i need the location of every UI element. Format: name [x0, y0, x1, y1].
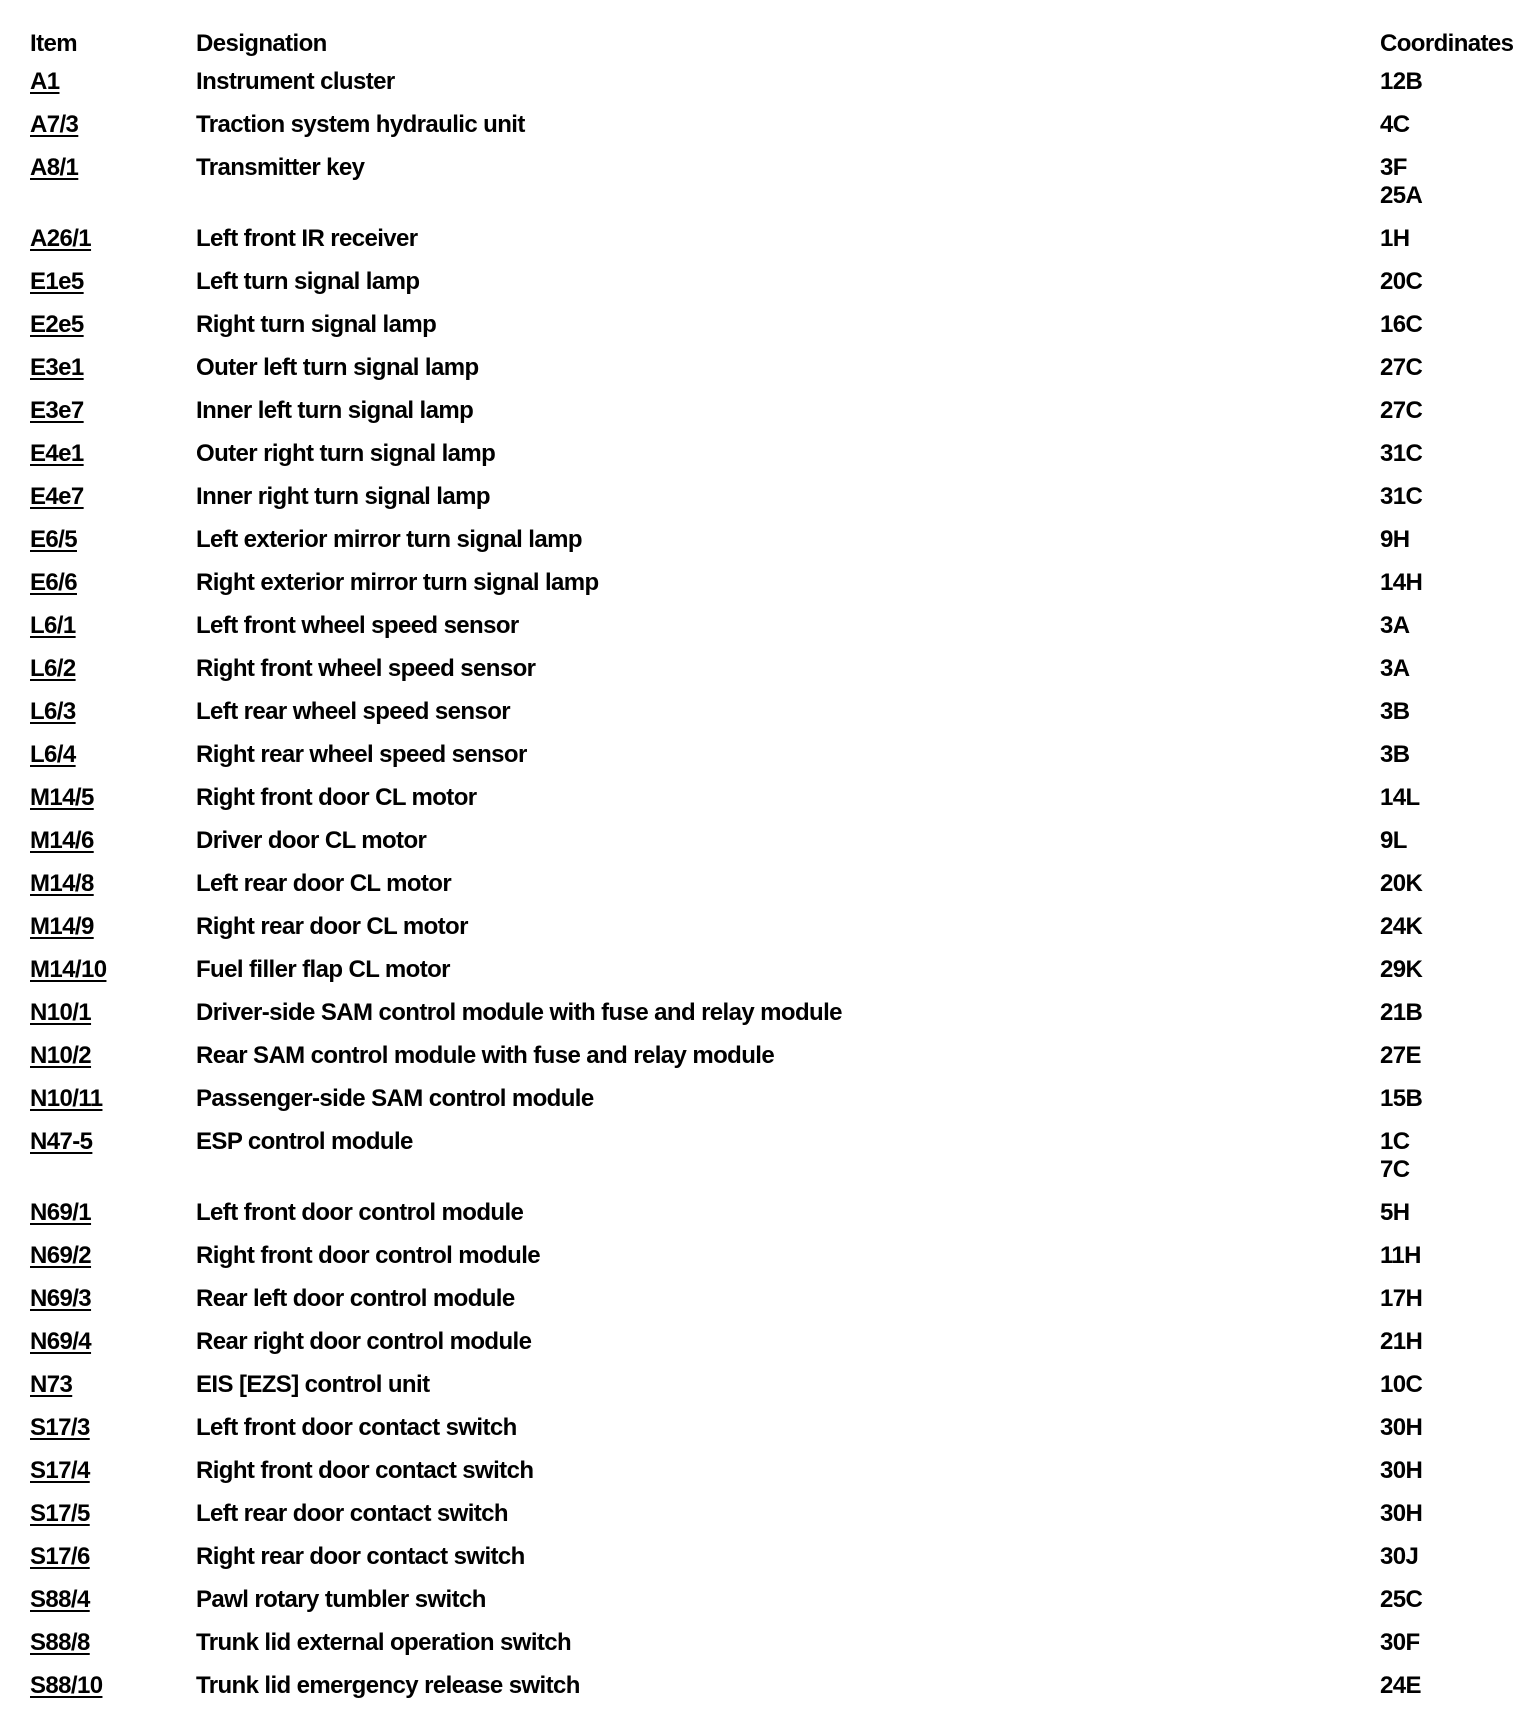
item-cell: [30, 268, 196, 311]
designation-cell: Instrument cluster: [196, 68, 395, 95]
item-cell: [30, 397, 196, 440]
item-link[interactable]: N10/1: [30, 999, 92, 1026]
item-link[interactable]: S17/4: [30, 1457, 90, 1484]
coordinate-value: 12B: [1380, 68, 1423, 95]
coordinates-cell: [1380, 440, 1500, 483]
coordinates-cell: [1380, 68, 1500, 111]
item-link[interactable]: E4e1: [30, 440, 84, 467]
table-row: [30, 569, 1500, 612]
item-link[interactable]: A8/1: [30, 154, 79, 181]
designation-cell: Left rear door contact switch: [196, 1500, 508, 1527]
designation-cell: Left front door contact switch: [196, 1414, 517, 1441]
designation-cell: Left exterior mirror turn signal lamp: [196, 526, 582, 553]
designation-cell: ESP control module: [196, 1128, 413, 1155]
coordinate-value: 15B: [1380, 1085, 1423, 1112]
legend-body: [30, 68, 1500, 1715]
item-link[interactable]: L6/2: [30, 655, 76, 682]
item-link[interactable]: M14/10: [30, 956, 107, 983]
table-row: [30, 268, 1500, 311]
coordinate-value: 24E: [1380, 1672, 1421, 1699]
designation-cell: Right front door contact switch: [196, 1457, 534, 1484]
coordinate-value: 10C: [1380, 1371, 1423, 1398]
item-link[interactable]: E1e5: [30, 268, 84, 295]
coordinates-cell: [1380, 397, 1500, 440]
item-cell: [30, 1199, 196, 1242]
item-link[interactable]: N47-5: [30, 1128, 93, 1155]
table-row: [30, 440, 1500, 483]
coordinates-cell: [1380, 1199, 1500, 1242]
coordinate-value: 30J: [1380, 1543, 1419, 1570]
item-link[interactable]: S17/3: [30, 1414, 90, 1441]
item-cell: [30, 154, 196, 225]
item-cell: [30, 827, 196, 870]
item-link[interactable]: M14/6: [30, 827, 94, 854]
designation-cell: Rear SAM control module with fuse and relay module: [196, 1042, 775, 1069]
table-row: [30, 397, 1500, 440]
designation-cell: Left front IR receiver: [196, 225, 418, 252]
coordinate-value: 7C: [1380, 1156, 1410, 1183]
item-link[interactable]: M14/8: [30, 870, 94, 897]
coordinates-cell: [1380, 1328, 1500, 1371]
coordinates-cell: [1380, 956, 1500, 999]
coordinates-cell: [1380, 1672, 1500, 1715]
coordinate-value: 9L: [1380, 827, 1407, 854]
table-row: [30, 1457, 1500, 1500]
coordinates-cell: [1380, 1042, 1500, 1085]
table-row: [30, 1629, 1500, 1672]
coordinate-value: 3A: [1380, 612, 1410, 639]
item-cell: [30, 870, 196, 913]
coordinate-value: 30H: [1380, 1457, 1423, 1484]
coordinate-value: 3A: [1380, 655, 1410, 682]
item-cell: [30, 1128, 196, 1199]
item-link[interactable]: A26/1: [30, 225, 92, 252]
coordinates-cell: [1380, 741, 1500, 784]
item-cell: [30, 1285, 196, 1328]
table-row: [30, 154, 1500, 225]
coordinates-cell: [1380, 655, 1500, 698]
designation-cell: Rear left door control module: [196, 1285, 515, 1312]
designation-cell: Right exterior mirror turn signal lamp: [196, 569, 599, 596]
item-cell: [30, 354, 196, 397]
coordinates-cell: [1380, 1500, 1500, 1543]
item-link[interactable]: A7/3: [30, 111, 79, 138]
designation-cell: Traction system hydraulic unit: [196, 111, 525, 138]
designation-cell: Inner left turn signal lamp: [196, 397, 474, 424]
item-link[interactable]: S17/6: [30, 1543, 90, 1570]
coordinates-cell: [1380, 311, 1500, 354]
table-row: [30, 870, 1500, 913]
designation-cell: Right front door CL motor: [196, 784, 477, 811]
item-cell: [30, 569, 196, 612]
designation-cell: Left turn signal lamp: [196, 268, 420, 295]
designation-cell: Transmitter key: [196, 154, 365, 181]
coordinate-value: 30F: [1380, 1629, 1420, 1656]
item-header: Item: [30, 30, 77, 57]
item-cell: [30, 111, 196, 154]
coordinate-value: 16C: [1380, 311, 1423, 338]
table-row: [30, 612, 1500, 655]
coordinate-value: 27E: [1380, 1042, 1421, 1069]
table-row: [30, 354, 1500, 397]
coordinate-value: 20C: [1380, 268, 1423, 295]
coordinates-cell: [1380, 784, 1500, 827]
item-link[interactable]: M14/9: [30, 913, 94, 940]
coordinates-cell: [1380, 1414, 1500, 1457]
coordinates-cell: [1380, 913, 1500, 956]
designation-cell: Inner right turn signal lamp: [196, 483, 490, 510]
designation-cell: EIS [EZS] control unit: [196, 1371, 430, 1398]
item-link[interactable]: S88/10: [30, 1672, 103, 1699]
coordinate-value: 21H: [1380, 1328, 1423, 1355]
item-link[interactable]: N10/2: [30, 1042, 92, 1069]
table-row: [30, 483, 1500, 526]
coordinate-value: 30H: [1380, 1500, 1423, 1527]
item-link[interactable]: E6/5: [30, 526, 77, 553]
coordinate-value: 1C: [1380, 1128, 1410, 1155]
component-legend-table: [30, 26, 1514, 1715]
item-cell: [30, 1371, 196, 1414]
header-row: [30, 26, 1500, 68]
designation-cell: Passenger-side SAM control module: [196, 1085, 594, 1112]
table-row: [30, 68, 1500, 111]
coordinate-value: 31C: [1380, 440, 1423, 467]
table-row: [30, 1371, 1500, 1414]
coordinates-cell: [1380, 1629, 1500, 1672]
item-link[interactable]: E3e1: [30, 354, 84, 381]
designation-cell: Left rear door CL motor: [196, 870, 452, 897]
designation-cell: Trunk lid external operation switch: [196, 1629, 572, 1656]
coordinates-cell: [1380, 268, 1500, 311]
coordinate-value: 27C: [1380, 354, 1423, 381]
coordinate-value: 25C: [1380, 1586, 1423, 1613]
table-row: [30, 1672, 1500, 1715]
item-link[interactable]: L6/1: [30, 612, 76, 639]
item-cell: [30, 1042, 196, 1085]
coordinate-value: 29K: [1380, 956, 1423, 983]
table-row: [30, 784, 1500, 827]
coordinate-value: 4C: [1380, 111, 1410, 138]
item-cell: [30, 225, 196, 268]
coordinate-value: 31C: [1380, 483, 1423, 510]
table-row: [30, 1586, 1500, 1629]
coordinates-cell: [1380, 225, 1500, 268]
designation-cell: Trunk lid emergency release switch: [196, 1672, 580, 1699]
coordinates-cell: [1380, 1285, 1500, 1328]
designation-cell: Left rear wheel speed sensor: [196, 698, 510, 725]
designation-cell: Outer right turn signal lamp: [196, 440, 496, 467]
designation-cell: Driver door CL motor: [196, 827, 427, 854]
designation-cell: Right front wheel speed sensor: [196, 655, 536, 682]
coordinate-value: 1H: [1380, 225, 1410, 252]
designation-cell: Left front door control module: [196, 1199, 524, 1226]
coordinates-cell: [1380, 698, 1500, 741]
table-row: [30, 999, 1500, 1042]
item-link[interactable]: N69/2: [30, 1242, 92, 1269]
coordinate-value: 30H: [1380, 1414, 1423, 1441]
item-cell: [30, 956, 196, 999]
item-link[interactable]: N73: [30, 1371, 73, 1398]
coordinates-cell: [1380, 483, 1500, 526]
designation-cell: Left front wheel speed sensor: [196, 612, 519, 639]
coordinate-value: 3B: [1380, 741, 1410, 768]
coordinate-value: 5H: [1380, 1199, 1410, 1226]
coordinates-cell: [1380, 1242, 1500, 1285]
coordinates-cell: [1380, 1128, 1500, 1199]
item-link[interactable]: M14/5: [30, 784, 94, 811]
coordinate-value: 9H: [1380, 526, 1410, 553]
table-row: [30, 311, 1500, 354]
table-row: [30, 827, 1500, 870]
designation-cell: Driver-side SAM control module with fuse and relay module: [196, 999, 842, 1026]
table-row: [30, 1285, 1500, 1328]
item-cell: [30, 440, 196, 483]
item-cell: [30, 1629, 196, 1672]
item-cell: [30, 483, 196, 526]
table-row: [30, 1543, 1500, 1586]
coordinate-value: 24K: [1380, 913, 1423, 940]
item-link[interactable]: N69/3: [30, 1285, 92, 1312]
designation-cell: Outer left turn signal lamp: [196, 354, 479, 381]
coordinate-value: 14L: [1380, 784, 1420, 811]
table-row: [30, 111, 1500, 154]
item-link[interactable]: S17/5: [30, 1500, 90, 1527]
coordinates-cell: [1380, 111, 1500, 154]
coordinate-value: 25A: [1380, 182, 1423, 209]
item-cell: [30, 526, 196, 569]
coordinates-cell: [1380, 999, 1500, 1042]
item-link[interactable]: S88/8: [30, 1629, 90, 1656]
item-cell: [30, 741, 196, 784]
table-row: [30, 1042, 1500, 1085]
item-link[interactable]: L6/3: [30, 698, 76, 725]
item-link[interactable]: E6/6: [30, 569, 77, 596]
designation-cell: Fuel filler flap CL motor: [196, 956, 450, 983]
table-row: [30, 1242, 1500, 1285]
coordinate-value: 3B: [1380, 698, 1410, 725]
item-link[interactable]: E4e7: [30, 483, 84, 510]
item-link[interactable]: E3e7: [30, 397, 84, 424]
coordinates-cell: [1380, 1457, 1500, 1500]
designation-cell: Right rear wheel speed sensor: [196, 741, 527, 768]
table-row: [30, 225, 1500, 268]
item-cell: [30, 655, 196, 698]
designation-cell: Rear right door control module: [196, 1328, 532, 1355]
designation-cell: Right rear door contact switch: [196, 1543, 525, 1570]
coordinate-value: 14H: [1380, 569, 1423, 596]
designation-cell: Right front door control module: [196, 1242, 541, 1269]
table-row: [30, 655, 1500, 698]
coordinate-value: 20K: [1380, 870, 1423, 897]
designation-header: Designation: [196, 30, 327, 57]
item-link[interactable]: N69/1: [30, 1199, 92, 1226]
item-link[interactable]: E2e5: [30, 311, 84, 338]
coordinates-cell: [1380, 526, 1500, 569]
coordinates-cell: [1380, 1371, 1500, 1414]
coordinates-cell: [1380, 1543, 1500, 1586]
coordinates-cell: [1380, 354, 1500, 397]
coordinate-value: 3F: [1380, 154, 1407, 181]
item-cell: [30, 1586, 196, 1629]
table-row: [30, 1085, 1500, 1128]
item-link[interactable]: N69/4: [30, 1328, 92, 1355]
coordinate-value: 21B: [1380, 999, 1423, 1026]
table-row: [30, 1328, 1500, 1371]
table-row: [30, 526, 1500, 569]
coordinates-cell: [1380, 827, 1500, 870]
designation-cell: Right turn signal lamp: [196, 311, 437, 338]
item-link[interactable]: L6/4: [30, 741, 76, 768]
coordinates-cell: [1380, 1085, 1500, 1128]
table-row: [30, 741, 1500, 784]
table-row: [30, 913, 1500, 956]
item-cell: [30, 1543, 196, 1586]
item-cell: [30, 1457, 196, 1500]
table-row: [30, 1128, 1500, 1199]
designation-cell: Right rear door CL motor: [196, 913, 468, 940]
item-cell: [30, 1672, 196, 1715]
item-cell: [30, 311, 196, 354]
item-cell: [30, 1242, 196, 1285]
item-cell: [30, 999, 196, 1042]
coordinates-cell: [1380, 1586, 1500, 1629]
item-cell: [30, 698, 196, 741]
item-link[interactable]: N10/11: [30, 1085, 103, 1112]
coordinates-cell: [1380, 612, 1500, 655]
table-row: [30, 1199, 1500, 1242]
item-link[interactable]: A1: [30, 68, 60, 95]
item-cell: [30, 612, 196, 655]
coordinate-value: 17H: [1380, 1285, 1423, 1312]
coordinates-cell: [1380, 569, 1500, 612]
coordinates-cell: [1380, 154, 1500, 225]
designation-cell: Pawl rotary tumbler switch: [196, 1586, 486, 1613]
table-row: [30, 1414, 1500, 1457]
item-cell: [30, 1085, 196, 1128]
item-cell: [30, 68, 196, 111]
item-cell: [30, 913, 196, 956]
coordinate-value: 27C: [1380, 397, 1423, 424]
item-cell: [30, 1328, 196, 1371]
coordinates-header: Coordinates: [1380, 30, 1514, 57]
item-cell: [30, 1500, 196, 1543]
coordinates-cell: [1380, 870, 1500, 913]
item-link[interactable]: S88/4: [30, 1586, 90, 1613]
table-row: [30, 698, 1500, 741]
coordinate-value: 11H: [1380, 1242, 1421, 1269]
item-cell: [30, 784, 196, 827]
table-row: [30, 1500, 1500, 1543]
item-cell: [30, 1414, 196, 1457]
table-row: [30, 956, 1500, 999]
